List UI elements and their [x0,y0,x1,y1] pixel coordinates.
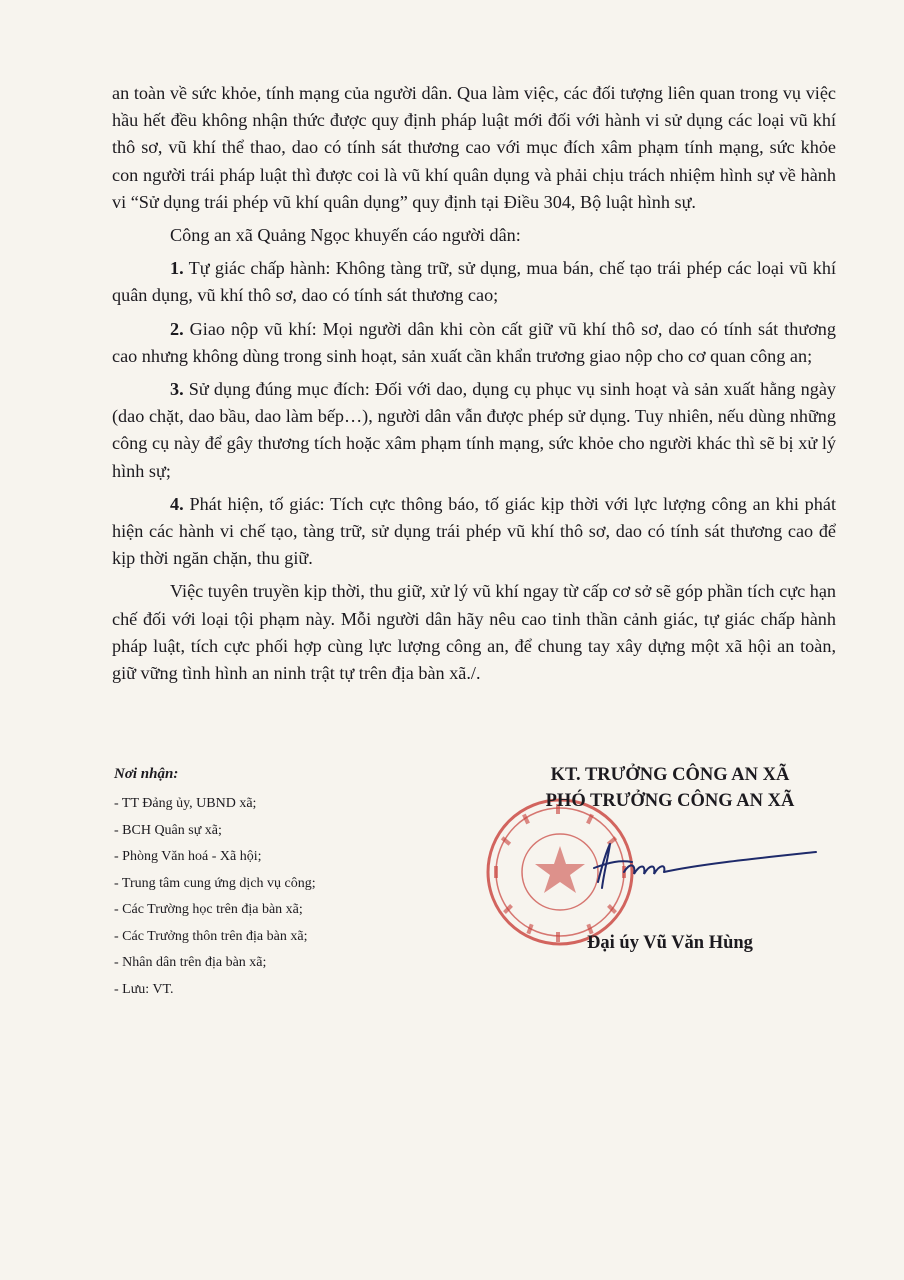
signer-name: Đại úy Vũ Văn Hùng [587,933,753,953]
recipients-title: Nơi nhận: [114,766,179,782]
item-text: Tự giác chấp hành: Không tàng trữ, sử dụng, mua bán, chế tạo trái phép các loại vũ khí quân dụng, vũ khí thô sơ, dao có tính sát thương cao; [112,258,837,306]
recipient-item: - Lưu: VT. [114,981,174,997]
recipients-list [114,791,444,1003]
advice-item-4 [112,491,836,573]
document-body [112,80,836,693]
item-number: 4. [170,493,184,514]
signature-title-2: PHÓ TRƯỞNG CÔNG AN XÃ [545,791,795,811]
recipients-block [114,766,444,1003]
handwritten-signature [580,838,820,894]
recipient-item: - Trung tâm cung ứng dịch vụ công; [114,875,316,891]
star-icon [535,846,585,893]
recipient-item: - TT Đảng ủy, UBND xã; [114,796,257,811]
signature-title-1: KT. TRƯỞNG CÔNG AN XÃ [550,765,790,785]
recipient-item: - Các Trưởng thôn trên địa bàn xã; [114,928,308,944]
item-text: Sử dụng đúng mục đích: Đối với dao, dụng cụ phục vụ sinh hoạt và sản xuất hằng ngày (dao chặt, dao bầu, dao làm bếp…), người dân vẫn được phép sử dụng. Tuy nhiên, nếu dùng những công cụ này để gây thương tích hoặc xâm phạm tính mạng, sức khỏe cho người khác thì sẽ bị xử lý hình sự; [112,379,836,481]
recipient-item: - Các Trường học trên địa bàn xã; [114,902,303,917]
item-text: Phát hiện, tố giác: Tích cực thông báo, tố giác kịp thời với lực lượng công an khi phát hiện các hành vi chế tạo, tàng trữ, sử dụng trái phép vũ khí thô sơ, dao có tính sát thương cao để kịp thời ngăn chặn, thu giữ. [112,493,836,569]
recipient-item: - BCH Quân sự xã; [114,822,222,838]
intro-paragraph: an toàn về sức khỏe, tính mạng của người dân. Qua làm việc, các đối tượng liên quan trong vụ việc hầu hết đều không nhận thức được quy định pháp luật mới đối với hành vi sử dụng các loại vũ khí thô sơ, vũ khí thể thao, dao có tính sát thương cao với mục đích xâm phạm tính mạng, sức khỏe con người trái pháp luật thì được coi là vũ khí quân dụng và phải chịu trách nhiệm hình sự về hành vi “Sử dụng trái phép vũ khí quân dụng” quy định tại Điều 304, Bộ luật hình sự. [112,83,836,212]
item-number: 2. [170,318,184,339]
recipient-item: - Nhân dân trên địa bàn xã; [114,955,267,970]
advice-item-1 [112,255,836,309]
recipient-item: - Phòng Văn hoá - Xã hội; [114,849,262,864]
advice-intro: Công an xã Quảng Ngọc khuyến cáo người dân: [170,225,521,246]
closing-paragraph: Việc tuyên truyền kịp thời, thu giữ, xử lý vũ khí ngay từ cấp cơ sở sẽ góp phần tích cực hạn chế đối với loại tội phạm này. Mỗi người dân hãy nêu cao tinh thần cảnh giác, tự giác chấp hành pháp luật, tích cực phối hợp cùng lực lượng công an, để chung tay xây dựng một xã hội an toàn, giữ vững tình hình an ninh trật tự trên địa bàn xã./. [112,581,836,684]
item-number: 1. [170,258,184,279]
advice-item-3 [112,376,836,485]
advice-item-2 [112,316,836,370]
signature-block [470,762,870,814]
item-text: Giao nộp vũ khí: Mọi người dân khi còn cất giữ vũ khí thô sơ, dao có tính sát thương cao nhưng không dùng trong sinh hoạt, sản xuất cần khẩn trương giao nộp cho cơ quan công an; [112,318,836,366]
item-number: 3. [170,379,184,400]
